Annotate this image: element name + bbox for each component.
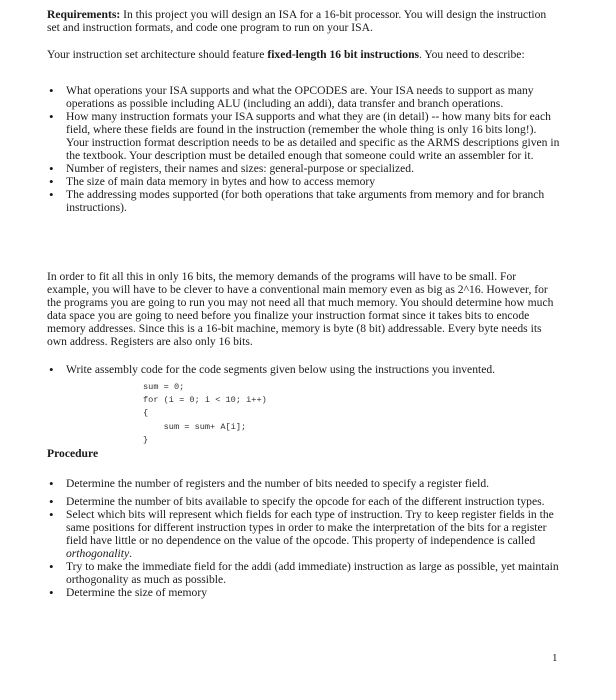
feature-bold-text: fixed-length 16 bit instructions [267, 48, 420, 61]
procedure-item: • Determine the number of registers and the number of bits needed to specify a register field. [47, 477, 561, 490]
describe-item: • How many instruction formats your ISA supports and what they are (in detail) -- how many bits for each field, where these fields are found in the instruction (remember the whole thing is only 16 bits long!). Your instruction format description needs to be as detailed and specific as the ARMS descriptions given in the textbook. Your description must be detailed enough that someone could write an assembler for it. [47, 110, 561, 162]
code-block [143, 381, 267, 447]
feature-text-pre: Your instruction set architecture should feature [47, 48, 268, 61]
procedure-item: • Determine the size of memory [47, 586, 561, 599]
assembly-list [47, 363, 561, 376]
procedure-item: • Try to make the immediate field for the addi (add immediate) instruction as large as possible, yet maintain orthogonality as much as possible. [47, 560, 561, 586]
code-line: { [143, 408, 149, 419]
page-number: 1 [552, 652, 558, 664]
code-line: for (i = 0; i < 10; i++) [143, 395, 267, 406]
describe-item: • The addressing modes supported (for both operations that take arguments from memory and for branch instructions). [47, 188, 561, 214]
code-line: sum = 0; [143, 382, 185, 392]
code-line: } [143, 434, 149, 445]
requirements-text: In this project you will design an ISA for a 16-bit processor. You will design the instruction set and instruction formats, and code one program to run on your ISA. [47, 8, 547, 34]
procedure-list [47, 477, 561, 599]
feature-paragraph [47, 48, 561, 61]
feature-text-post: . You need to describe: [419, 48, 525, 61]
assembly-item: • Write assembly code for the code segments given below using the instructions you invented. [47, 363, 561, 376]
orthogonality-term: orthogonality [66, 547, 130, 560]
procedure-item3-text: Select which bits will represent which fields for each type of instruction. Try to keep register fields in the same positions for different instruction types in order to make the interpretation of the bits for a register field have little or no dependence on the value of the opcode. This property of independence is called [66, 508, 554, 547]
requirements-paragraph [47, 8, 561, 34]
procedure-heading: Procedure [47, 447, 99, 460]
procedure-item: • Determine the number of bits available to specify the opcode for each of the different instruction types. [47, 495, 561, 508]
memory-paragraph: In order to fit all this in only 16 bits, the memory demands of the programs will have to be small. For example, you will have to be clever to have a conventional main memory even as big as 2^16. However, for the programs you are going to run you may not need all that much memory. You should determine how much data space you are going to need before you finalize your instruction format since it takes bits to encode memory addresses. Since this is a 16-bit machine, memory is byte (8 bit) addressable. Every byte needs its own address. Registers are also only 16 bits. [47, 270, 554, 348]
procedure-item3-end: . [129, 547, 133, 560]
describe-item: • What operations your ISA supports and what the OPCODES are. Your ISA needs to support as many operations as possible including ALU (including an addi), data transfer and branch operations. [47, 84, 561, 110]
procedure-item [47, 508, 561, 560]
describe-item: • The size of main data memory in bytes and how to access memory [47, 175, 561, 188]
code-line: sum = sum+ A[i]; [143, 421, 247, 432]
describe-list [47, 84, 561, 214]
requirements-label: Requirements: [47, 8, 121, 21]
describe-item: • Number of registers, their names and sizes: general-purpose or specialized. [47, 162, 561, 175]
